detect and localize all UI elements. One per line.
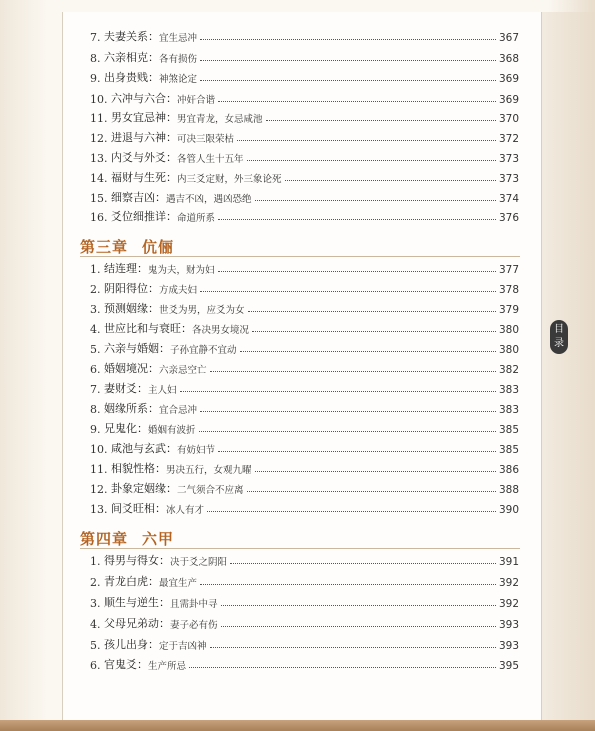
chapter-divider <box>80 256 520 257</box>
entry-subtitle: 方成夫妇 <box>159 285 198 296</box>
toc-entry[interactable] <box>90 378 519 396</box>
entry-number: 10. <box>90 443 108 456</box>
entry-title: 孩儿出身： <box>104 638 159 651</box>
contents-side-tab <box>550 320 568 354</box>
dot-leader <box>221 626 496 627</box>
entry-number: 8. <box>90 403 101 416</box>
entry-subtitle: 二气须合不应离 <box>177 485 244 496</box>
entry-subtitle: 婚姻有波折 <box>148 425 196 436</box>
entry-number: 9. <box>90 72 101 85</box>
entry-page-number: 390 <box>498 504 519 516</box>
entry-number: 7. <box>90 383 101 396</box>
entry-number: 1. <box>90 263 101 276</box>
dot-leader <box>247 160 496 161</box>
entry-subtitle: 最宜生产 <box>159 578 198 589</box>
entry-subtitle: 各管人生十五年 <box>177 154 244 165</box>
entry-subtitle: 冰人有才 <box>166 505 205 516</box>
entry-number: 9. <box>90 423 101 436</box>
chapter-heading <box>80 528 380 550</box>
entry-number: 5. <box>90 639 101 652</box>
dot-leader <box>200 291 496 292</box>
entry-subtitle: 鬼为夫，财为妇 <box>148 265 215 276</box>
chapter-name: 六甲 <box>142 530 175 548</box>
dot-leader <box>240 351 496 352</box>
entry-subtitle: 子孙宜静不宜动 <box>170 345 237 356</box>
dot-leader <box>221 605 496 606</box>
toc-entry[interactable] <box>90 107 519 125</box>
entry-title: 福财与生死： <box>111 171 177 184</box>
entry-subtitle: 生产所忌 <box>148 661 187 672</box>
entry-title: 预测姻缘： <box>104 302 159 315</box>
toc-entry[interactable] <box>90 418 519 436</box>
dot-leader <box>200 39 496 40</box>
entry-page-number: 392 <box>498 598 519 610</box>
entry-number: 3. <box>90 597 101 610</box>
entry-page-number: 392 <box>498 577 519 589</box>
dot-leader <box>200 60 496 61</box>
dot-leader <box>218 101 496 102</box>
toc-entry[interactable] <box>90 338 519 356</box>
toc-entry[interactable] <box>90 88 519 106</box>
entry-page-number: 372 <box>498 133 519 145</box>
toc-entry[interactable] <box>90 478 519 496</box>
entry-page-number: 391 <box>498 556 519 568</box>
entry-page-number: 369 <box>498 94 519 106</box>
toc-entry[interactable] <box>90 206 519 224</box>
entry-title: 结连理： <box>104 262 148 275</box>
toc-entry[interactable] <box>90 654 519 672</box>
toc-entry[interactable] <box>90 187 519 205</box>
dot-leader <box>218 451 496 452</box>
entry-number: 6. <box>90 363 101 376</box>
toc-entry[interactable] <box>90 127 519 145</box>
entry-subtitle: 各有损伤 <box>159 54 198 65</box>
entry-number: 1. <box>90 555 101 568</box>
dot-leader <box>248 311 496 312</box>
toc-entry[interactable] <box>90 592 519 610</box>
entry-subtitle: 男决五行，女观九曜 <box>166 465 252 476</box>
entry-number: 12. <box>90 132 108 145</box>
entry-page-number: 368 <box>498 53 519 65</box>
entry-subtitle: 定于吉凶神 <box>159 641 207 652</box>
dot-leader <box>252 331 496 332</box>
dot-leader <box>285 180 496 181</box>
entry-page-number: 393 <box>498 619 519 631</box>
entry-page-number: 385 <box>498 444 519 456</box>
dot-leader <box>180 391 496 392</box>
page-edge-shadow <box>540 12 595 720</box>
entry-title: 六冲与六合： <box>111 92 177 105</box>
toc-entry[interactable] <box>90 167 519 185</box>
entry-title: 六亲相克： <box>104 51 159 64</box>
toc-entry[interactable] <box>90 26 519 44</box>
dot-leader <box>218 271 496 272</box>
entry-page-number: 369 <box>498 73 519 85</box>
entry-title: 内爻与外爻： <box>111 151 177 164</box>
entry-subtitle: 主人妇 <box>148 385 177 396</box>
dot-leader <box>200 411 496 412</box>
entry-title: 父母兄弟动： <box>104 617 170 630</box>
entry-subtitle: 神煞论定 <box>159 74 198 85</box>
entry-title: 出身贵贱： <box>104 71 159 84</box>
entry-page-number: 395 <box>498 660 519 672</box>
dot-leader <box>247 491 496 492</box>
toc-entry[interactable] <box>90 47 519 65</box>
entry-subtitle: 男宜青龙，女忌咸池 <box>177 114 263 125</box>
entry-title: 间爻旺相： <box>111 502 166 515</box>
entry-title: 婚姻境况： <box>104 362 159 375</box>
entry-number: 12. <box>90 483 108 496</box>
dot-leader <box>237 140 496 141</box>
entry-title: 爻位细推详： <box>111 210 177 223</box>
entry-page-number: 388 <box>498 484 519 496</box>
entry-title: 官鬼爻： <box>104 658 148 671</box>
entry-title: 夫妻关系： <box>104 30 159 43</box>
entry-number: 11. <box>90 463 108 476</box>
toc-entry[interactable] <box>90 613 519 631</box>
entry-number: 4. <box>90 618 101 631</box>
entry-page-number: 380 <box>498 344 519 356</box>
entry-number: 13. <box>90 152 108 165</box>
toc-entry[interactable] <box>90 318 519 336</box>
entry-subtitle: 有妨妇节 <box>177 445 216 456</box>
entry-page-number: 383 <box>498 404 519 416</box>
dot-leader <box>199 431 496 432</box>
entry-page-number: 380 <box>498 324 519 336</box>
entry-page-number: 374 <box>498 193 519 205</box>
side-tab-char: 录 <box>554 338 564 349</box>
entry-subtitle: 宜合忌冲 <box>159 405 198 416</box>
toc-entry[interactable] <box>90 398 519 416</box>
entry-number: 6. <box>90 659 101 672</box>
dot-leader <box>189 667 496 668</box>
entry-subtitle: 且需卦中寻 <box>170 599 218 610</box>
entry-subtitle: 内三爻定财，外三象论死 <box>177 174 282 185</box>
entry-title: 兄鬼化： <box>104 422 148 435</box>
dot-leader <box>255 471 496 472</box>
entry-subtitle: 可决三限荣枯 <box>177 134 235 145</box>
entry-page-number: 386 <box>498 464 519 476</box>
dot-leader <box>207 511 496 512</box>
dot-leader <box>218 219 496 220</box>
chapter-label: 第四章 <box>80 530 129 548</box>
entry-page-number: 370 <box>498 113 519 125</box>
dot-leader <box>266 120 496 121</box>
entry-page-number: 383 <box>498 384 519 396</box>
entry-page-number: 393 <box>498 640 519 652</box>
entry-number: 14. <box>90 172 108 185</box>
entry-title: 青龙白虎： <box>104 575 159 588</box>
entry-number: 7. <box>90 31 101 44</box>
toc-entry[interactable] <box>90 147 519 165</box>
entry-title: 相貌性格： <box>111 462 166 475</box>
entry-number: 13. <box>90 503 108 516</box>
toc-entry[interactable] <box>90 298 519 316</box>
entry-page-number: 373 <box>498 153 519 165</box>
dot-leader <box>210 647 496 648</box>
entry-page-number: 382 <box>498 364 519 376</box>
entry-title: 卦象定姻缘： <box>111 482 177 495</box>
entry-subtitle: 冲奸合谐 <box>177 95 216 106</box>
toc-entry[interactable] <box>90 67 519 85</box>
entry-subtitle: 遇吉不凶，遇凶恐绝 <box>166 194 252 205</box>
dot-leader <box>210 371 496 372</box>
toc-entry[interactable] <box>90 258 519 276</box>
entry-page-number: 367 <box>498 32 519 44</box>
entry-title: 细察吉凶： <box>111 191 166 204</box>
toc-entry[interactable] <box>90 458 519 476</box>
entry-subtitle: 决于爻之阴阳 <box>170 557 228 568</box>
entry-title: 咸池与玄武： <box>111 442 177 455</box>
entry-title: 妻财爻： <box>104 382 148 395</box>
entry-subtitle: 世爻为男，应爻为女 <box>159 305 245 316</box>
entry-page-number: 376 <box>498 212 519 224</box>
entry-subtitle: 宜生忌冲 <box>159 33 198 44</box>
entry-title: 得男与得女： <box>104 554 170 567</box>
toc-entry[interactable] <box>90 634 519 652</box>
entry-page-number: 377 <box>498 264 519 276</box>
dot-leader <box>255 200 496 201</box>
chapter-label: 第三章 <box>80 238 129 256</box>
entry-number: 4. <box>90 323 101 336</box>
entry-title: 姻缘所系： <box>104 402 159 415</box>
entry-title: 进退与六神： <box>111 131 177 144</box>
entry-title: 六亲与婚姻： <box>104 342 170 355</box>
entry-title: 世应比和与衰旺： <box>104 322 192 335</box>
chapter-divider <box>80 548 520 549</box>
toc-entry[interactable] <box>90 358 519 376</box>
entry-title: 男女宜忌神： <box>111 111 177 124</box>
chapter-name: 伉俪 <box>142 238 175 256</box>
entry-subtitle: 六亲忌空亡 <box>159 365 207 376</box>
entry-page-number: 385 <box>498 424 519 436</box>
entry-number: 15. <box>90 192 108 205</box>
entry-title: 阴阳得位： <box>104 282 159 295</box>
entry-subtitle: 命道所系 <box>177 213 216 224</box>
entry-page-number: 378 <box>498 284 519 296</box>
entry-subtitle: 妻子必有伤 <box>170 620 218 631</box>
entry-subtitle: 各决男女境况 <box>192 325 250 336</box>
entry-number: 3. <box>90 303 101 316</box>
entry-title: 顺生与逆生： <box>104 596 170 609</box>
entry-page-number: 379 <box>498 304 519 316</box>
dot-leader <box>200 584 496 585</box>
entry-number: 2. <box>90 283 101 296</box>
dot-leader <box>200 80 496 81</box>
entry-number: 2. <box>90 576 101 589</box>
entry-number: 11. <box>90 112 108 125</box>
entry-number: 8. <box>90 52 101 65</box>
side-tab-char: 目 <box>554 324 564 335</box>
toc-entry[interactable] <box>90 278 519 296</box>
toc-entry[interactable] <box>90 571 519 589</box>
entry-page-number: 373 <box>498 173 519 185</box>
chapter-heading <box>80 236 380 258</box>
entry-number: 16. <box>90 211 108 224</box>
toc-entry[interactable] <box>90 438 519 456</box>
entry-number: 10. <box>90 93 108 106</box>
page-bottom-edge <box>0 720 595 731</box>
toc-entry[interactable] <box>90 550 519 568</box>
toc-entry[interactable] <box>90 498 519 516</box>
entry-number: 5. <box>90 343 101 356</box>
dot-leader <box>230 563 496 564</box>
